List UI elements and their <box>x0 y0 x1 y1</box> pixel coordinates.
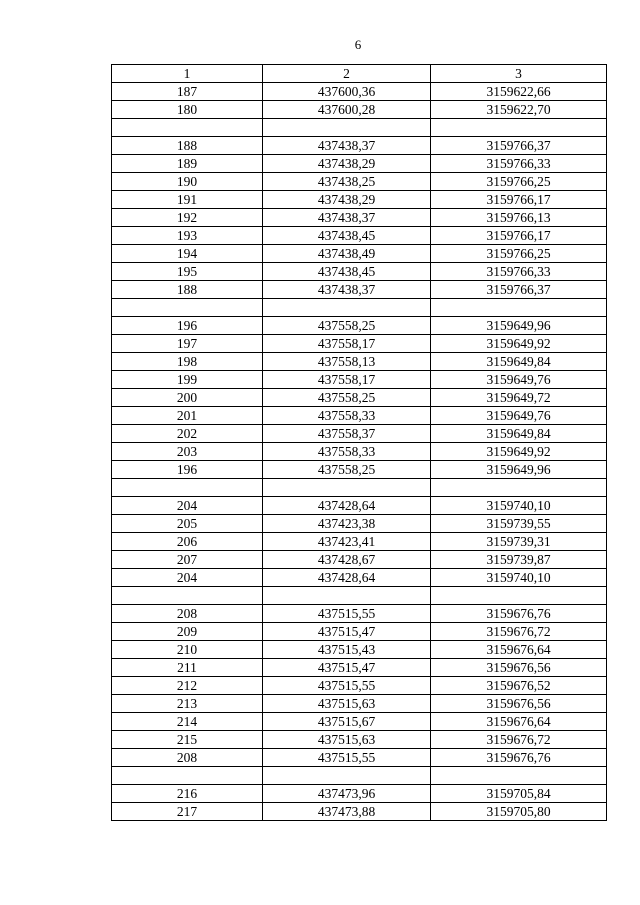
table-row <box>112 659 607 677</box>
point-number-cell <box>112 479 263 497</box>
y-coordinate-cell: 3159676,72 <box>431 731 607 749</box>
table-row <box>112 731 607 749</box>
table-row <box>112 515 607 533</box>
table-row <box>112 533 607 551</box>
point-number-cell: 193 <box>112 227 263 245</box>
y-coordinate-cell: 3159622,70 <box>431 101 607 119</box>
point-number-cell: 191 <box>112 191 263 209</box>
y-coordinate-cell: 3159649,72 <box>431 389 607 407</box>
header-row <box>112 65 607 83</box>
x-coordinate-cell: 437515,63 <box>263 731 431 749</box>
table-row <box>112 695 607 713</box>
table-row <box>112 605 607 623</box>
table-row <box>112 587 607 605</box>
x-coordinate-cell: 437438,25 <box>263 173 431 191</box>
point-number-cell: 212 <box>112 677 263 695</box>
x-coordinate-cell: 437473,88 <box>263 803 431 821</box>
y-coordinate-cell: 3159649,76 <box>431 371 607 389</box>
x-coordinate-cell: 437438,37 <box>263 209 431 227</box>
point-number-cell: 190 <box>112 173 263 191</box>
table-row <box>112 713 607 731</box>
table-row <box>112 623 607 641</box>
x-coordinate-cell: 437558,17 <box>263 335 431 353</box>
x-coordinate-cell: 437438,45 <box>263 227 431 245</box>
table-row <box>112 407 607 425</box>
y-coordinate-cell: 3159766,17 <box>431 227 607 245</box>
y-coordinate-cell <box>431 587 607 605</box>
point-number-cell: 202 <box>112 425 263 443</box>
table-row <box>112 155 607 173</box>
table-row <box>112 389 607 407</box>
table-row <box>112 209 607 227</box>
point-number-cell: 210 <box>112 641 263 659</box>
y-coordinate-cell <box>431 299 607 317</box>
y-coordinate-cell: 3159649,84 <box>431 425 607 443</box>
table-row <box>112 191 607 209</box>
x-coordinate-cell <box>263 479 431 497</box>
y-coordinate-cell <box>431 119 607 137</box>
x-coordinate-cell: 437515,55 <box>263 749 431 767</box>
y-coordinate-cell: 3159676,64 <box>431 713 607 731</box>
x-coordinate-cell <box>263 767 431 785</box>
point-number-cell: 208 <box>112 605 263 623</box>
x-coordinate-cell: 437515,55 <box>263 605 431 623</box>
x-coordinate-cell: 437428,64 <box>263 569 431 587</box>
y-coordinate-cell: 3159649,92 <box>431 335 607 353</box>
table-row <box>112 677 607 695</box>
x-coordinate-cell: 437558,33 <box>263 407 431 425</box>
table-row <box>112 335 607 353</box>
point-number-cell: 213 <box>112 695 263 713</box>
point-number-cell: 196 <box>112 461 263 479</box>
x-coordinate-cell: 437428,64 <box>263 497 431 515</box>
y-coordinate-cell: 3159766,17 <box>431 191 607 209</box>
table-row <box>112 497 607 515</box>
point-number-cell: 197 <box>112 335 263 353</box>
table-row <box>112 227 607 245</box>
x-coordinate-cell: 437558,33 <box>263 443 431 461</box>
table-row <box>112 551 607 569</box>
y-coordinate-cell: 3159676,52 <box>431 677 607 695</box>
table-row <box>112 803 607 821</box>
column-header-3: 3 <box>431 65 607 83</box>
y-coordinate-cell: 3159676,76 <box>431 749 607 767</box>
table-row <box>112 281 607 299</box>
coordinates-table <box>111 64 607 821</box>
table-row <box>112 767 607 785</box>
y-coordinate-cell: 3159705,84 <box>431 785 607 803</box>
x-coordinate-cell: 437558,37 <box>263 425 431 443</box>
point-number-cell: 204 <box>112 497 263 515</box>
y-coordinate-cell: 3159766,33 <box>431 155 607 173</box>
point-number-cell: 195 <box>112 263 263 281</box>
point-number-cell: 188 <box>112 281 263 299</box>
y-coordinate-cell <box>431 767 607 785</box>
point-number-cell: 209 <box>112 623 263 641</box>
y-coordinate-cell: 3159766,37 <box>431 137 607 155</box>
point-number-cell: 207 <box>112 551 263 569</box>
y-coordinate-cell: 3159766,25 <box>431 173 607 191</box>
y-coordinate-cell: 3159739,55 <box>431 515 607 533</box>
column-header-1: 1 <box>112 65 263 83</box>
x-coordinate-cell: 437438,37 <box>263 137 431 155</box>
x-coordinate-cell <box>263 299 431 317</box>
point-number-cell: 211 <box>112 659 263 677</box>
table-row <box>112 245 607 263</box>
table-body <box>112 83 607 821</box>
y-coordinate-cell <box>431 479 607 497</box>
x-coordinate-cell <box>263 587 431 605</box>
y-coordinate-cell: 3159705,80 <box>431 803 607 821</box>
y-coordinate-cell: 3159649,92 <box>431 443 607 461</box>
table-row <box>112 101 607 119</box>
x-coordinate-cell: 437423,38 <box>263 515 431 533</box>
table-row <box>112 317 607 335</box>
y-coordinate-cell: 3159676,56 <box>431 659 607 677</box>
point-number-cell: 189 <box>112 155 263 173</box>
x-coordinate-cell: 437600,36 <box>263 83 431 101</box>
y-coordinate-cell: 3159739,87 <box>431 551 607 569</box>
point-number-cell: 188 <box>112 137 263 155</box>
point-number-cell: 201 <box>112 407 263 425</box>
x-coordinate-cell: 437558,17 <box>263 371 431 389</box>
table-row <box>112 119 607 137</box>
y-coordinate-cell: 3159649,96 <box>431 461 607 479</box>
point-number-cell: 200 <box>112 389 263 407</box>
point-number-cell <box>112 587 263 605</box>
x-coordinate-cell: 437515,55 <box>263 677 431 695</box>
point-number-cell: 192 <box>112 209 263 227</box>
point-number-cell: 198 <box>112 353 263 371</box>
y-coordinate-cell: 3159766,33 <box>431 263 607 281</box>
table-row <box>112 479 607 497</box>
y-coordinate-cell: 3159739,31 <box>431 533 607 551</box>
x-coordinate-cell: 437438,45 <box>263 263 431 281</box>
y-coordinate-cell: 3159676,56 <box>431 695 607 713</box>
table-row <box>112 641 607 659</box>
x-coordinate-cell: 437423,41 <box>263 533 431 551</box>
x-coordinate-cell: 437438,49 <box>263 245 431 263</box>
point-number-cell: 206 <box>112 533 263 551</box>
table-row <box>112 569 607 587</box>
point-number-cell <box>112 299 263 317</box>
y-coordinate-cell: 3159766,25 <box>431 245 607 263</box>
point-number-cell: 205 <box>112 515 263 533</box>
x-coordinate-cell: 437515,43 <box>263 641 431 659</box>
point-number-cell: 217 <box>112 803 263 821</box>
point-number-cell <box>112 767 263 785</box>
x-coordinate-cell: 437428,67 <box>263 551 431 569</box>
point-number-cell: 196 <box>112 317 263 335</box>
y-coordinate-cell: 3159740,10 <box>431 569 607 587</box>
x-coordinate-cell: 437438,29 <box>263 155 431 173</box>
x-coordinate-cell: 437473,96 <box>263 785 431 803</box>
x-coordinate-cell: 437600,28 <box>263 101 431 119</box>
y-coordinate-cell: 3159622,66 <box>431 83 607 101</box>
table-row <box>112 443 607 461</box>
table-row <box>112 137 607 155</box>
x-coordinate-cell: 437515,47 <box>263 623 431 641</box>
x-coordinate-cell: 437558,25 <box>263 461 431 479</box>
table-row <box>112 173 607 191</box>
x-coordinate-cell: 437558,25 <box>263 317 431 335</box>
y-coordinate-cell: 3159649,84 <box>431 353 607 371</box>
y-coordinate-cell: 3159740,10 <box>431 497 607 515</box>
table-row <box>112 263 607 281</box>
point-number-cell: 216 <box>112 785 263 803</box>
y-coordinate-cell: 3159676,72 <box>431 623 607 641</box>
x-coordinate-cell: 437515,67 <box>263 713 431 731</box>
table-row <box>112 425 607 443</box>
column-header-2: 2 <box>263 65 431 83</box>
table-row <box>112 371 607 389</box>
point-number-cell <box>112 119 263 137</box>
point-number-cell: 187 <box>112 83 263 101</box>
point-number-cell: 203 <box>112 443 263 461</box>
x-coordinate-cell <box>263 119 431 137</box>
y-coordinate-cell: 3159649,96 <box>431 317 607 335</box>
x-coordinate-cell: 437438,29 <box>263 191 431 209</box>
point-number-cell: 208 <box>112 749 263 767</box>
y-coordinate-cell: 3159676,64 <box>431 641 607 659</box>
point-number-cell: 180 <box>112 101 263 119</box>
table-row <box>112 83 607 101</box>
page-number: 6 <box>354 37 362 52</box>
point-number-cell: 214 <box>112 713 263 731</box>
x-coordinate-cell: 437515,47 <box>263 659 431 677</box>
table-row <box>112 299 607 317</box>
y-coordinate-cell: 3159766,13 <box>431 209 607 227</box>
table-row <box>112 461 607 479</box>
table-row <box>112 749 607 767</box>
y-coordinate-cell: 3159649,76 <box>431 407 607 425</box>
x-coordinate-cell: 437558,13 <box>263 353 431 371</box>
point-number-cell: 215 <box>112 731 263 749</box>
point-number-cell: 199 <box>112 371 263 389</box>
x-coordinate-cell: 437515,63 <box>263 695 431 713</box>
x-coordinate-cell: 437558,25 <box>263 389 431 407</box>
point-number-cell: 194 <box>112 245 263 263</box>
point-number-cell: 204 <box>112 569 263 587</box>
y-coordinate-cell: 3159766,37 <box>431 281 607 299</box>
table-row <box>112 353 607 371</box>
x-coordinate-cell: 437438,37 <box>263 281 431 299</box>
table-row <box>112 785 607 803</box>
y-coordinate-cell: 3159676,76 <box>431 605 607 623</box>
